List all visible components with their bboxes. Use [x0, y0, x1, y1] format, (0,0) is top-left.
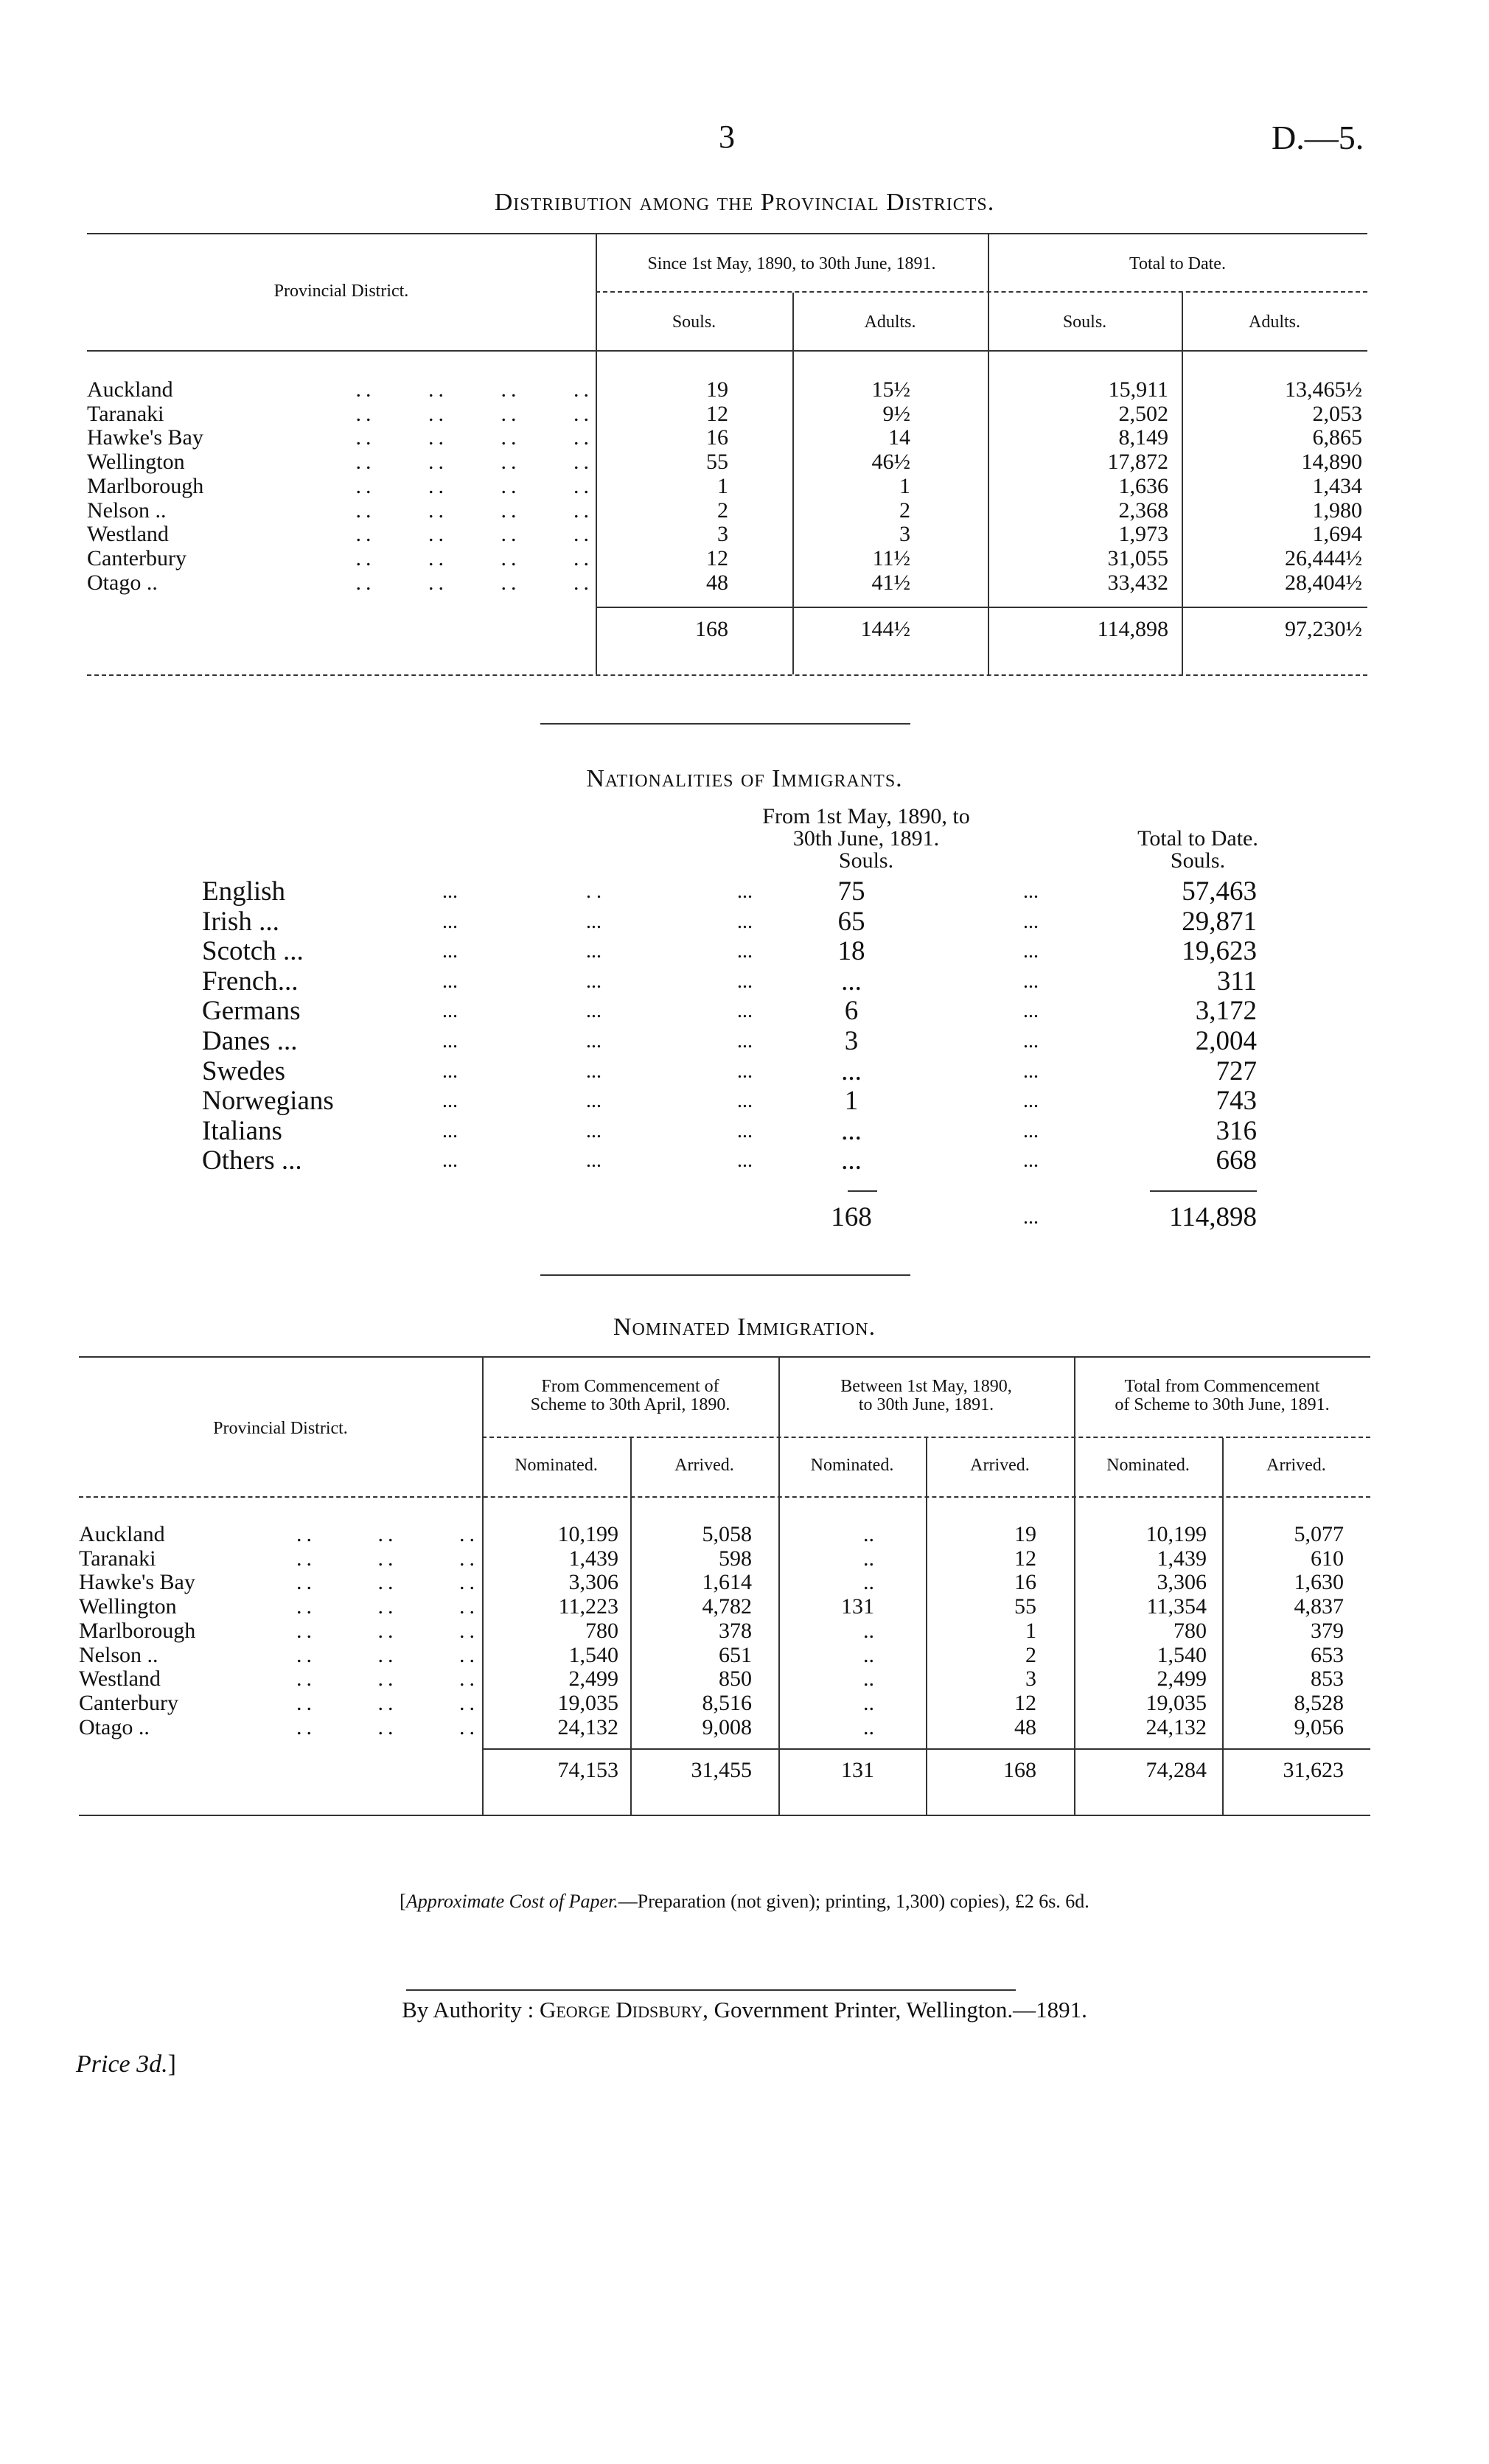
total-souls: 743: [1216, 1086, 1257, 1117]
leader-dots: ...: [1023, 1030, 1039, 1053]
total-souls: 727: [1216, 1055, 1257, 1086]
nationality-name: Others ...: [202, 1145, 302, 1176]
cell-total-adults: 28,404½: [1285, 570, 1362, 595]
cell-souls: 19: [706, 377, 728, 402]
table-rule: [79, 1356, 1370, 1358]
cell-arr2: 48: [1014, 1714, 1036, 1739]
leader-dots: ...: [737, 969, 753, 993]
table-rule: [87, 674, 1367, 676]
cell-nom3: 1,540: [1157, 1642, 1207, 1667]
leader-dots: ...: [586, 999, 601, 1023]
cell-arr1: 378: [719, 1618, 752, 1643]
cell-total-souls: 33,432: [1107, 570, 1168, 595]
total-souls: 168: [695, 617, 728, 641]
authority-line: [0, 1997, 1489, 2023]
leader-dots: ...: [737, 999, 753, 1023]
total-rule: [848, 1190, 877, 1192]
cell-adults: 9½: [882, 401, 910, 426]
header-arrived-1: Arrived.: [674, 1456, 734, 1475]
cell-nom3: 10,199: [1145, 1522, 1207, 1546]
page-number: 3: [719, 119, 735, 155]
leader-dots: ...: [737, 1149, 753, 1173]
leader-dots: ...: [737, 910, 753, 933]
cell-souls: 12: [706, 401, 728, 426]
header-nominated-2: Nominated.: [810, 1456, 894, 1475]
cell-nom1: 10,199: [557, 1522, 618, 1546]
cell-nom1: 2,499: [568, 1666, 618, 1692]
cell-arr1: 651: [719, 1642, 752, 1667]
cell-arr3: 1,630: [1294, 1570, 1344, 1595]
district-name: Wellington: [87, 450, 185, 475]
leader-dots: ...: [586, 1149, 601, 1173]
cell-nom3: 780: [1174, 1618, 1207, 1643]
district-name: Marlborough: [79, 1618, 196, 1643]
leader-dots: ...: [586, 1030, 601, 1053]
leader-dots: .. .. ..: [296, 1690, 479, 1715]
cell-arr1: 4,782: [702, 1594, 752, 1619]
leader-dots: ...: [737, 1089, 753, 1113]
nationality-name: Scotch ...: [202, 936, 304, 967]
cell-total-adults: 13,465½: [1285, 377, 1362, 402]
cell-adults: 14: [888, 425, 910, 450]
cost-text: —Preparation (not given); printing, 1,300) copies), £2 6s. 6d.: [618, 1891, 1089, 1912]
cell-nom3: 11,354: [1146, 1594, 1207, 1619]
leader-dots: .. .. .. ..: [355, 425, 593, 450]
total-period-souls: 168: [831, 1202, 872, 1232]
period-souls: 65: [837, 906, 865, 937]
leader-dots: .. .. .. ..: [355, 401, 593, 426]
cell-adults: 46½: [871, 450, 910, 475]
leader-dots: ...: [442, 1030, 458, 1053]
cost-label: Approximate Cost of Paper.: [405, 1891, 618, 1912]
period-souls: ...: [841, 966, 862, 997]
total-souls: 19,623: [1182, 936, 1257, 967]
leader-dots: .. .. ..: [296, 1522, 479, 1546]
total-total-souls: 114,898: [1097, 617, 1168, 641]
cell-total-souls: 17,872: [1107, 450, 1168, 475]
total-nom1: 74,153: [557, 1758, 618, 1782]
header-adults: Adults.: [864, 313, 916, 332]
header-district: Provincial District.: [213, 1419, 348, 1438]
leader-dots: ...: [1023, 910, 1039, 933]
cell-total-adults: 1,980: [1312, 498, 1362, 523]
cell-souls: 3: [717, 522, 728, 547]
header-total-adults: Adults.: [1248, 313, 1300, 332]
cell-nom1: 3,306: [568, 1570, 618, 1595]
cell-total-adults: 6,865: [1312, 425, 1362, 450]
cell-total-souls: 2,368: [1118, 498, 1168, 523]
leader-dots: .. .. ..: [296, 1642, 479, 1667]
cell-nom3: 24,132: [1145, 1714, 1207, 1739]
district-name: Hawke's Bay: [79, 1570, 195, 1595]
table-rule: [87, 233, 1367, 234]
cell-arr3: 8,528: [1294, 1690, 1344, 1715]
nominated-title: Nominated Immigration.: [613, 1313, 876, 1341]
total-souls: 668: [1216, 1145, 1257, 1176]
cell-arr1: 9,008: [702, 1714, 752, 1739]
cell-adults: 3: [899, 522, 910, 547]
leader-dots: ...: [442, 1149, 458, 1173]
leader-dots: .. .. .. ..: [355, 450, 593, 475]
document-reference: D.—5.: [1272, 119, 1364, 156]
district-name: Canterbury: [87, 545, 186, 570]
table-rule: [79, 1815, 1370, 1816]
leader-dots: ...: [1023, 880, 1039, 903]
leader-dots: . .: [586, 880, 601, 903]
cell-arr3: 9,056: [1294, 1714, 1344, 1739]
header-arrived-3: Arrived.: [1266, 1456, 1326, 1475]
total-arr1: 31,455: [691, 1758, 752, 1782]
cell-nom3: 3,306: [1157, 1570, 1207, 1595]
leader-dots: .. .. ..: [296, 1618, 479, 1643]
header-group1-line2: Scheme to 30th April, 1890.: [530, 1395, 730, 1414]
nationality-name: Germans: [202, 996, 301, 1027]
district-name: Marlborough: [87, 473, 204, 498]
period-souls: 6: [844, 996, 859, 1027]
leader-dots: .. .. .. ..: [355, 570, 593, 595]
cell-nom2: ..: [863, 1618, 874, 1643]
period-souls: 3: [844, 1026, 859, 1056]
header-nominated-3: Nominated.: [1106, 1456, 1190, 1475]
cell-total-adults: 1,434: [1312, 473, 1362, 498]
cell-arr2: 12: [1014, 1690, 1036, 1715]
leader-dots: ...: [1023, 1149, 1039, 1173]
total-arr3: 31,623: [1283, 1758, 1344, 1782]
leader-dots: .. .. ..: [296, 1594, 479, 1619]
cell-total-adults: 2,053: [1312, 401, 1362, 426]
cell-total-adults: 26,444½: [1285, 545, 1362, 570]
cost-note: [0, 1891, 1489, 1913]
cell-arr3: 853: [1311, 1666, 1344, 1692]
cell-nom1: 1,540: [568, 1642, 618, 1667]
cell-nom3: 2,499: [1157, 1666, 1207, 1692]
cell-total-souls: 15,911: [1108, 377, 1168, 402]
district-name: Westland: [79, 1666, 161, 1692]
cell-souls: 55: [706, 450, 728, 475]
cell-nom1: 780: [585, 1618, 618, 1643]
distribution-title: Distribution among the Provincial Districts.: [494, 189, 995, 216]
period-souls: 18: [837, 936, 865, 967]
cell-total-adults: 1,694: [1312, 522, 1362, 547]
cell-arr2: 2: [1025, 1642, 1036, 1667]
leader-dots: .. .. .. ..: [355, 473, 593, 498]
cell-arr2: 16: [1014, 1570, 1036, 1595]
header-souls: Souls.: [672, 313, 716, 332]
header-arrived-2: Arrived.: [970, 1456, 1030, 1475]
district-name: Auckland: [87, 377, 173, 402]
leader-dots: .. .. .. ..: [355, 498, 593, 523]
header-group2-line2: to 30th June, 1891.: [858, 1395, 994, 1414]
leader-dots: ...: [442, 880, 458, 903]
cell-nom1: 19,035: [557, 1690, 618, 1715]
period-souls: 75: [837, 876, 865, 907]
leader-dots: .. .. ..: [296, 1570, 479, 1595]
price-bracket: ]: [167, 2051, 176, 2078]
period-souls: ...: [841, 1115, 862, 1146]
cell-arr1: 8,516: [702, 1690, 752, 1715]
cell-adults: 2: [899, 498, 910, 523]
total-souls: 29,871: [1182, 906, 1257, 937]
cell-nom2: ..: [863, 1570, 874, 1595]
leader-dots: ...: [737, 1119, 753, 1142]
leader-dots: .. .. ..: [296, 1546, 479, 1571]
nationality-name: Italians: [202, 1115, 282, 1146]
cell-adults: 41½: [871, 570, 910, 595]
total-rule: [1150, 1190, 1257, 1192]
cell-adults: 1: [899, 473, 910, 498]
cell-nom3: 19,035: [1145, 1690, 1207, 1715]
leader-dots: ...: [1023, 969, 1039, 993]
leader-dots: .. .. .. ..: [355, 522, 593, 547]
leader-dots: ...: [586, 1089, 601, 1113]
leader-dots: ...: [586, 940, 601, 963]
district-name: Nelson ..: [87, 498, 167, 523]
table-rule: [596, 607, 1367, 608]
cell-total-souls: 31,055: [1107, 545, 1168, 570]
leader-dots: ...: [1023, 940, 1039, 963]
cell-arr2: 19: [1014, 1522, 1036, 1546]
cell-adults: 15½: [871, 377, 910, 402]
nationality-name: Irish ...: [202, 906, 279, 937]
cell-souls: 12: [706, 545, 728, 570]
district-name: Canterbury: [79, 1690, 178, 1715]
header-total: Total to Date.: [1129, 254, 1226, 273]
district-name: Westland: [87, 522, 169, 547]
cell-arr3: 653: [1311, 1642, 1344, 1667]
header-total: Total to Date.: [1137, 826, 1258, 851]
cell-souls: 1: [717, 473, 728, 498]
cell-souls: 2: [717, 498, 728, 523]
header-total-unit: Souls.: [1170, 848, 1226, 873]
cell-arr1: 1,614: [702, 1570, 752, 1595]
header-period-line2: 30th June, 1891.: [792, 826, 940, 851]
cell-nom1: 24,132: [557, 1714, 618, 1739]
leader-dots: ...: [737, 880, 753, 903]
period-souls: 1: [844, 1086, 859, 1117]
authority-suffix: , Government Printer, Wellington.—1891.: [702, 1997, 1087, 2022]
table-rule: [596, 291, 1367, 293]
cell-nom3: 1,439: [1157, 1546, 1207, 1571]
cell-arr2: 12: [1014, 1546, 1036, 1571]
leader-dots: ...: [442, 969, 458, 993]
cell-total-souls: 2,502: [1118, 401, 1168, 426]
nationality-name: Swedes: [202, 1055, 286, 1086]
header-district: Provincial District.: [273, 282, 409, 301]
district-name: Otago ..: [79, 1714, 150, 1739]
price-text: Price 3d.: [76, 2051, 168, 2078]
printer-name: George Didsbury: [539, 1997, 703, 2022]
district-name: Otago ..: [87, 570, 158, 595]
section-divider: [540, 1274, 910, 1276]
leader-dots: ...: [442, 999, 458, 1023]
district-name: Taranaki: [79, 1546, 156, 1571]
cell-nom2: ..: [863, 1666, 874, 1692]
header-group1-line1: From Commencement of: [541, 1377, 719, 1396]
total-total-adults: 97,230½: [1285, 617, 1362, 641]
cell-nom2: ..: [863, 1690, 874, 1715]
period-souls: ...: [841, 1055, 862, 1086]
cell-arr2: 3: [1025, 1666, 1036, 1692]
grand-total-souls: 114,898: [1169, 1202, 1257, 1232]
cell-nom2: ..: [863, 1546, 874, 1571]
authority-prefix: By Authority :: [402, 1997, 540, 2022]
period-souls: ...: [841, 1145, 862, 1176]
leader-dots: ...: [442, 1089, 458, 1113]
cell-arr2: 1: [1025, 1618, 1036, 1643]
header-period-line1: From 1st May, 1890, to: [762, 804, 970, 828]
total-souls: 311: [1216, 966, 1257, 997]
leader-dots: ...: [586, 969, 601, 993]
leader-dots: .. .. .. ..: [355, 377, 593, 402]
nationalities-title: Nationalities of Immigrants.: [586, 765, 903, 792]
cost-bracket: [: [400, 1891, 406, 1912]
cell-arr3: 379: [1311, 1618, 1344, 1643]
leader-dots: ...: [737, 1059, 753, 1083]
leader-dots: .. .. .. ..: [355, 545, 593, 570]
section-divider: [540, 723, 910, 725]
total-souls: 3,172: [1195, 996, 1257, 1027]
cell-nom1: 1,439: [568, 1546, 618, 1571]
leader-dots: ...: [586, 1119, 601, 1142]
leader-dots: ...: [586, 910, 601, 933]
cell-adults: 11½: [872, 545, 910, 570]
leader-dots: ...: [442, 940, 458, 963]
cell-total-souls: 1,636: [1118, 473, 1168, 498]
cell-total-adults: 14,890: [1301, 450, 1362, 475]
header-total-souls: Souls.: [1062, 313, 1107, 332]
district-name: Auckland: [79, 1522, 165, 1546]
leader-dots: ...: [442, 910, 458, 933]
leader-dots: ...: [1023, 1119, 1039, 1142]
total-arr2: 168: [1003, 1758, 1036, 1782]
nationality-name: Norwegians: [202, 1086, 334, 1117]
total-nom3: 74,284: [1145, 1758, 1207, 1782]
nationality-name: English: [202, 876, 286, 907]
cell-nom2: ..: [863, 1522, 874, 1546]
leader-dots: ...: [1023, 999, 1039, 1023]
nationality-name: Danes ...: [202, 1026, 298, 1056]
cell-souls: 48: [706, 570, 728, 595]
cell-arr1: 5,058: [702, 1522, 752, 1546]
cell-souls: 16: [706, 425, 728, 450]
cell-arr3: 5,077: [1294, 1522, 1344, 1546]
header-period: Since 1st May, 1890, to 30th June, 1891.: [647, 254, 936, 273]
footer-rule: [406, 1989, 1016, 1991]
table-rule: [87, 350, 1367, 352]
header-group3-line2: of Scheme to 30th June, 1891.: [1115, 1395, 1330, 1414]
district-name: Taranaki: [87, 401, 164, 426]
table-rule: [79, 1496, 1370, 1498]
header-group3-line1: Total from Commencement: [1124, 1377, 1320, 1396]
price: [76, 2051, 176, 2079]
cell-arr3: 4,837: [1294, 1594, 1344, 1619]
leader-dots: ...: [442, 1059, 458, 1083]
cell-arr2: 55: [1014, 1594, 1036, 1619]
cell-nom2: 131: [841, 1594, 874, 1619]
total-adults: 144½: [860, 617, 910, 641]
total-souls: 57,463: [1182, 876, 1257, 907]
cell-arr1: 850: [719, 1666, 752, 1692]
nationality-name: French...: [202, 966, 299, 997]
cell-nom1: 11,223: [558, 1594, 618, 1619]
header-nominated-1: Nominated.: [515, 1456, 598, 1475]
leader-dots: ...: [442, 1119, 458, 1142]
cell-total-souls: 8,149: [1118, 425, 1168, 450]
cell-arr3: 610: [1311, 1546, 1344, 1571]
leader-dots: .. .. ..: [296, 1714, 479, 1739]
cell-nom2: ..: [863, 1642, 874, 1667]
district-name: Wellington: [79, 1594, 177, 1619]
district-name: Hawke's Bay: [87, 425, 203, 450]
cell-total-souls: 1,973: [1118, 522, 1168, 547]
leader-dots: ...: [586, 1059, 601, 1083]
leader-dots: ...: [1023, 1206, 1039, 1229]
leader-dots: ...: [1023, 1089, 1039, 1113]
leader-dots: ...: [737, 940, 753, 963]
cell-nom2: ..: [863, 1714, 874, 1739]
total-souls: 316: [1216, 1115, 1257, 1146]
cell-arr1: 598: [719, 1546, 752, 1571]
leader-dots: ...: [1023, 1059, 1039, 1083]
district-name: Nelson ..: [79, 1642, 158, 1667]
leader-dots: ...: [737, 1030, 753, 1053]
total-nom2: 131: [841, 1758, 874, 1782]
header-group2-line1: Between 1st May, 1890,: [840, 1377, 1012, 1396]
leader-dots: .. .. ..: [296, 1666, 479, 1692]
header-period-unit: Souls.: [838, 848, 894, 873]
total-souls: 2,004: [1195, 1026, 1257, 1056]
